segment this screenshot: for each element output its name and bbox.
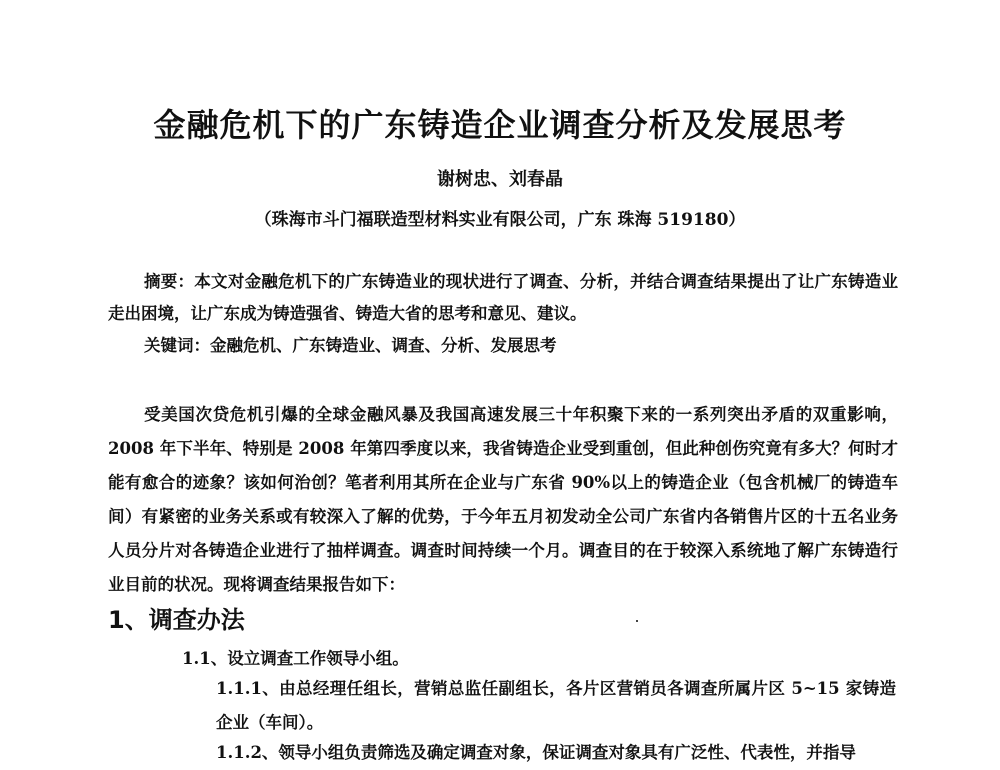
- paper-title: 金融危机下的广东铸造企业调查分析及发展思考: [153, 106, 847, 144]
- list-item: 1.1.1、由总经理任组长，营销总监任副组长，各片区营销员各调查所属片区 5~15 家铸造企业（车间）。: [216, 679, 896, 732]
- abstract-text: 本文对金融危机下的广东铸造业的现状进行了调查、分析，并结合调查结果提出了让广东铸造业走出困境，让广东成为铸造强省、铸造大省的思考和意见、建议。: [108, 272, 899, 323]
- paper-affiliation: （珠海市斗门福联造型材料实业有限公司，广东 珠海 519180）: [254, 210, 746, 230]
- paper-authors: 谢树忠、刘春晶: [437, 169, 563, 190]
- list-item: 1.1.2、领导小组负责筛选及确定调查对象，保证调查对象具有广泛性、代表性，并指导: [216, 743, 856, 762]
- keywords-text: 金融危机、广东铸造业、调查、分析、发展思考: [210, 336, 557, 355]
- section-heading: 1、调查办法: [108, 606, 245, 634]
- abstract-label: 摘要：: [144, 272, 195, 291]
- keywords-paragraph: [144, 330, 904, 362]
- subsection-heading: 1.1、设立调查工作领导小组。: [182, 649, 409, 668]
- scan-speck: [636, 620, 638, 622]
- keywords-label: 关键词：: [144, 336, 210, 355]
- abstract-paragraph: [108, 266, 898, 330]
- intro-paragraph: 受美国次贷危机引爆的全球金融风暴及我国高速发展三十年积聚下来的一系列突出矛盾的双重影响，2008 年下半年、特别是 2008 年第四季度以来，我省铸造企业受到重创，但此种创伤究竟有多大？何时才能有愈合的迹象？该如何治创？笔者利用其所在企业与广东省 90%以上的铸造企业（包含机械厂的铸造车间）有紧密的业务关系或有较深入了解的优势，于今年五月初发动全公司广东省内各销售片区的十五名业务人员分片对各铸造企业进行了抽样调查。调查时间持续一个月。调查目的在于较深入系统地了解广东铸造行业目前的状况。现将调查结果报告如下：: [108, 405, 898, 594]
